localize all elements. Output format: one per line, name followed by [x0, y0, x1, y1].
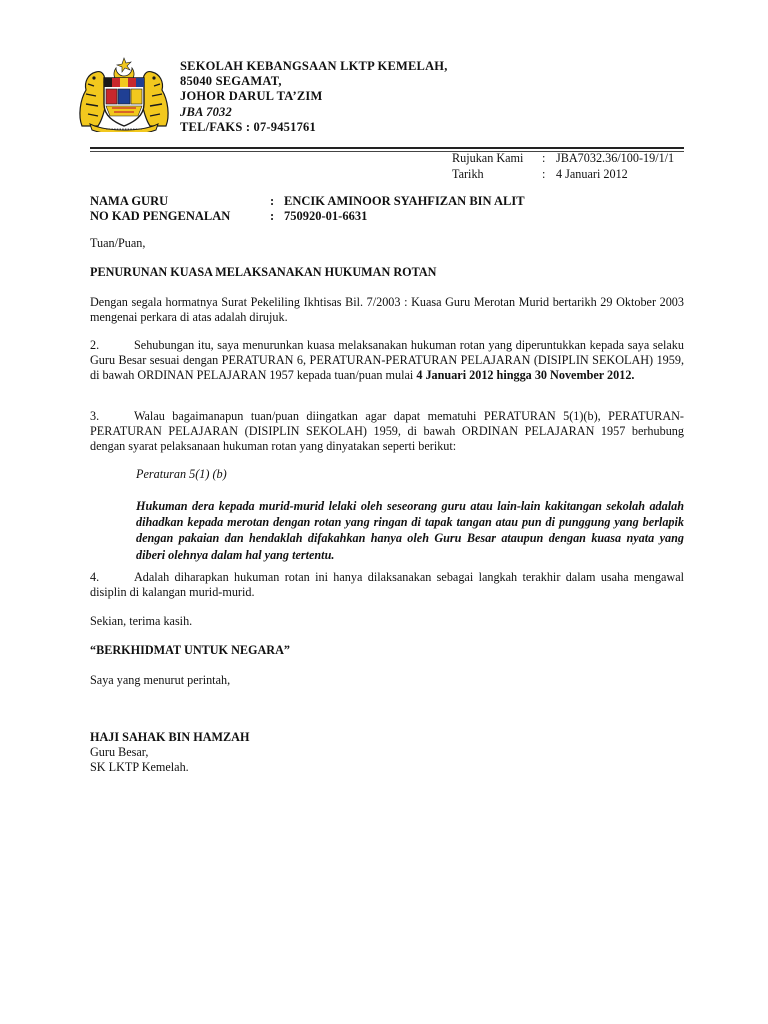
closing-thanks: Sekian, terima kasih.: [90, 614, 193, 628]
reference-value: JBA7032.36/100-19/1/1: [556, 151, 675, 165]
regulation-label: Peraturan 5(1) (b): [136, 467, 227, 481]
subject-heading: PENURUNAN KUASA MELAKSANAKAN HUKUMAN ROTAN: [90, 265, 437, 279]
regulation-quote: Hukuman dera kepada murid-murid lelaki oleh seseorang guru atau lain-lain kakitangan sekolah adalah dihadkan kepada merotan dengan rotan yang ringan di tapak tangan atau pun di punggung yang berlapik dengan pakaian dan hendaklah difakahkan hanya oleh Guru Besar ataupun dengan kuasa nyata yang diberi olehnya dalam hal yang tertentu.: [136, 499, 684, 562]
paragraph-intro: Dengan segala hormatnya Surat Pekeliling Ikhtisas Bil. 7/2003 : Kuasa Guru Merotan Murid bertarikh 29 Oktober 2003 mengenai perkara di atas adalah dirujuk.: [90, 295, 684, 325]
header-divider: [90, 147, 684, 149]
paragraph-4: [90, 570, 684, 600]
school-state: JOHOR DARUL TA’ZIM: [180, 89, 323, 104]
school-phone-fax: TEL/FAKS : 07-9451761: [180, 119, 316, 134]
paragraph-4-text: Adalah diharapkan hukuman rotan ini hanya dilaksanakan sebagai langkah terakhir dalam usaha mengawal disiplin di kalangan murid-murid.: [90, 570, 684, 600]
letterhead: [180, 59, 448, 135]
recipient-ic-label: NO KAD PENGENALAN: [90, 208, 231, 223]
date-row: [452, 167, 674, 183]
closing-motto: “BERKHIDMAT UNTUK NEGARA”: [90, 643, 290, 657]
paragraph-3-number: 3.: [90, 409, 100, 423]
school-code: JBA 7032: [180, 104, 232, 119]
signatory-organization: SK LKTP Kemelah.: [90, 760, 189, 774]
recipient-name-separator: :: [270, 194, 275, 208]
paragraph-2: [90, 338, 684, 384]
paragraph-2-number: 2.: [90, 338, 100, 352]
recipient-name-row: [90, 194, 525, 209]
closing-yours: Saya yang menurut perintah,: [90, 673, 231, 687]
signatory-name: HAJI SAHAK BIN HAMZAH: [90, 730, 250, 744]
reference-label: Rujukan Kami: [452, 151, 524, 165]
reference-row: [452, 151, 674, 167]
recipient-name-label: NAMA GURU: [90, 194, 169, 208]
school-name: SEKOLAH KEBANGSAAN LKTP KEMELAH,: [180, 59, 448, 73]
recipient-name-value: ENCIK AMINOOR SYAHFIZAN BIN ALIT: [284, 194, 525, 208]
paragraph-4-number: 4.: [90, 570, 100, 584]
recipient-ic-separator: :: [270, 208, 275, 223]
date-label: Tarikh: [452, 166, 484, 181]
recipient-ic-row: [90, 209, 525, 224]
signatory-title: Guru Besar,: [90, 745, 149, 759]
paragraph-3: [90, 409, 684, 455]
paragraph-2-text: Sehubungan itu, saya menurunkan kuasa melaksanakan hukuman rotan yang diperuntukkan kepada saya selaku Guru Besar sesuai dengan PERATURAN 6, PERATURAN-PERATURAN PELAJARAN (DISIPLIN SEKOLAH) 1959, di bawah ORDINAN PELAJARAN 1957 kepada tuan/puan mulai: [90, 338, 684, 383]
date-separator: :: [542, 166, 546, 181]
reference-block: [452, 151, 674, 182]
coat-of-arms-icon: [76, 56, 172, 132]
date-value: 4 Januari 2012: [556, 166, 628, 181]
recipient-ic-value: 750920-01-6631: [284, 208, 368, 223]
paragraph-3-text: Walau bagaimanapun tuan/puan diingatkan agar dapat mematuhi PERATURAN 5(1)(b), PERATURAN-PERATURAN PELAJARAN (DISIPLIN SEKOLAH) 1959, di bawah ORDINAN PELAJARAN 1957 berhubung dengan syarat pelaksanaan hukuman rotan yang dinyatakan seperti berikut:: [90, 409, 684, 454]
reference-separator: :: [542, 151, 546, 165]
school-postcode-city: 85040 SEGAMAT,: [180, 74, 282, 89]
recipient-block: [90, 194, 525, 223]
salutation: Tuan/Puan,: [90, 236, 146, 250]
paragraph-2-period: 4 Januari 2012 hingga 30 November 2012.: [416, 368, 635, 383]
